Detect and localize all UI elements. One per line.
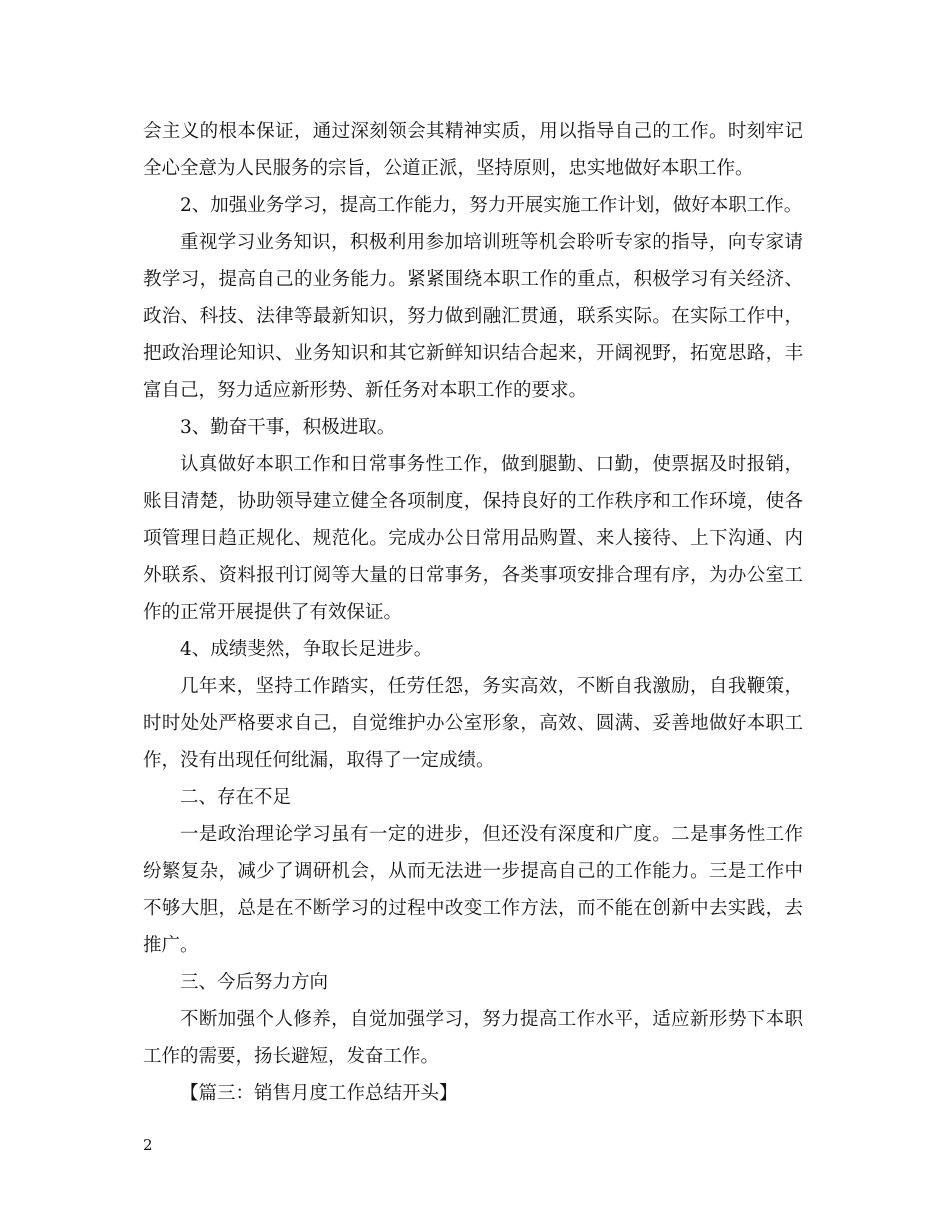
- page-number: 2: [143, 1136, 153, 1154]
- section-heading-shortcomings: 二、存在不足: [180, 787, 292, 808]
- paragraph-continuation: 会主义的根本保证，通过深刻领会其精神实质，用以指导自己的工作。时刻牢记全心全意为人民服务的宗旨，公道正派，坚持原则，忠实地做好本职工作。: [143, 121, 803, 179]
- section-heading-part-three: 【篇三：销售月度工作总结开头】: [180, 1083, 458, 1104]
- paragraph-heading-4: 4、成绩斐然，争取长足进步。: [180, 639, 433, 660]
- paragraph: 几年来，坚持工作踏实，任劳任怨，务实高效，不断自我激励，自我鞭策，时时处处严格要求自己，自觉维护办公室形象，高效、圆满、妥善地做好本职工作，没有出现任何纰漏，取得了一定成绩。: [143, 676, 803, 771]
- paragraph: 不断加强个人修养，自觉加强学习，努力提高工作水平，适应新形势下本职工作的需要，扬长避短，发奋工作。: [143, 1009, 803, 1067]
- paragraph: 重视学习业务知识，积极利用参加培训班等机会聆听专家的指导，向专家请教学习，提高自己的业务能力。紧紧围绕本职工作的重点，积极学习有关经济、政治、科技、法律等最新知识，努力做到融汇贯通，联系实际。在实际工作中，把政治理论知识、业务知识和其它新鲜知识结合起来，开阔视野，拓宽思路，丰富自己，努力适应新形势、新任务对本职工作的要求。: [143, 232, 803, 401]
- document-body: [143, 113, 803, 1112]
- paragraph: 认真做好本职工作和日常事务性工作，做到腿勤、口勤，使票据及时报销，账目清楚，协助领导建立健全各项制度，保持良好的工作秩序和工作环境，使各项管理日趋正规化、规范化。完成办公日常用品购置、来人接待、上下沟通、内外联系、资料报刊订阅等大量的日常事务，各类事项安排合理有序，为办公室工作的正常开展提供了有效保证。: [143, 454, 803, 623]
- paragraph-heading-3: 3、勤奋干事，积极进取。: [180, 417, 396, 438]
- section-heading-future-direction: 三、今后努力方向: [180, 972, 329, 993]
- paragraph-heading-2: 2、加强业务学习，提高工作能力，努力开展实施工作计划，做好本职工作。: [180, 195, 803, 216]
- paragraph: 一是政治理论学习虽有一定的进步，但还没有深度和广度。二是事务性工作纷繁复杂，减少了调研机会，从而无法进一步提高自己的工作能力。三是工作中不够大胆，总是在不断学习的过程中改变工作方法，而不能在创新中去实践，去推广。: [143, 824, 803, 956]
